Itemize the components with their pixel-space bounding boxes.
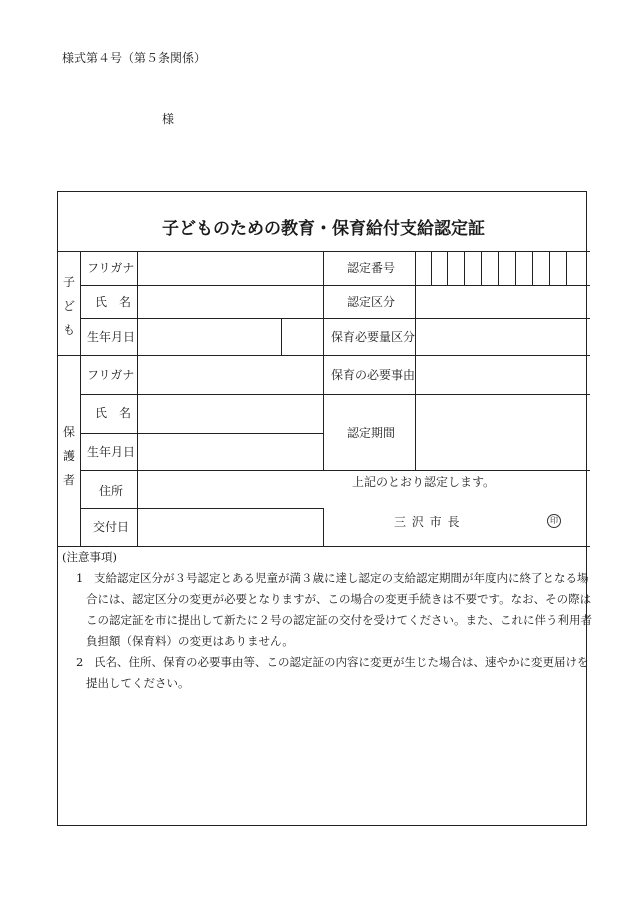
note-line: 提出してください。: [86, 676, 190, 690]
digit-box-divider: [515, 251, 516, 285]
grid-line: [81, 285, 590, 286]
note-line: 氏名、住所、保育の必要事由等、この認定証の内容に変更が生じた場合は、速やかに変更届けを: [94, 655, 589, 669]
mayor-title: 三 沢 市 長: [394, 515, 461, 529]
notes-heading: (注意事項): [62, 550, 117, 564]
digit-box-divider: [464, 251, 465, 285]
grid-line: [81, 394, 590, 395]
form-number: 様式第４号（第５条関係）: [62, 51, 207, 65]
note-number: 1: [76, 571, 84, 585]
seal-mark-icon: 印: [547, 514, 561, 528]
grid-line: [137, 251, 138, 546]
note-line: この認定証を市に提出して新たに２号の認定証の交付を受けてください。また、これに伴う利用者: [86, 613, 592, 627]
digit-box-divider: [481, 251, 482, 285]
care-amount-category-label: 保育必要量区分: [331, 330, 416, 344]
address-label: 住所: [99, 484, 124, 498]
digit-box-divider: [447, 251, 448, 285]
grid-line: [415, 251, 416, 470]
digit-box-divider: [549, 251, 550, 285]
grid-line: [81, 433, 323, 434]
note-number: 2: [76, 655, 84, 669]
note-line: 合には、認定区分の変更が必要となりますが、この場合の変更手続きは不要です。なお、その際は: [86, 592, 592, 606]
care-reason-label: 保育の必要事由: [331, 368, 416, 382]
digit-box-divider: [532, 251, 533, 285]
grid-line: [81, 318, 590, 319]
grid-line: [281, 318, 282, 355]
addressee-suffix: 様: [162, 112, 175, 126]
guardian-birthdate-label: 生年月日: [87, 445, 136, 459]
certificate-title: 子どものための教育・保育給付支給認定証: [162, 219, 485, 239]
grid-line: [80, 251, 81, 546]
cert-number-label: 認定番号: [347, 261, 396, 275]
guardian-section-label: 保護者: [62, 425, 75, 487]
grid-line: [323, 251, 324, 470]
digit-box-divider: [566, 251, 567, 285]
certify-statement: 上記のとおり認定します。: [352, 475, 496, 489]
cert-period-label: 認定期間: [347, 426, 396, 440]
cert-category-label: 認定区分: [347, 295, 396, 309]
digit-box-divider: [498, 251, 499, 285]
child-section-label: 子ども: [62, 275, 75, 337]
grid-line: [81, 508, 323, 509]
guardian-furigana-label: フリガナ: [87, 368, 135, 382]
note-line: 負担額（保育料）の変更はありません。: [86, 634, 294, 648]
child-furigana-label: フリガナ: [87, 261, 135, 275]
child-name-label: 氏 名: [95, 295, 132, 309]
grid-line: [81, 470, 590, 471]
guardian-name-label: 氏 名: [95, 406, 132, 420]
issue-date-label: 交付日: [93, 520, 130, 534]
child-birthdate-label: 生年月日: [87, 330, 136, 344]
digit-box-divider: [431, 251, 432, 285]
grid-line: [323, 508, 324, 546]
note-line: 支給認定区分が３号認定とある児童が満３歳に達し認定の支給認定期間が年度内に終了となる場: [94, 571, 589, 585]
grid-line: [57, 546, 590, 547]
